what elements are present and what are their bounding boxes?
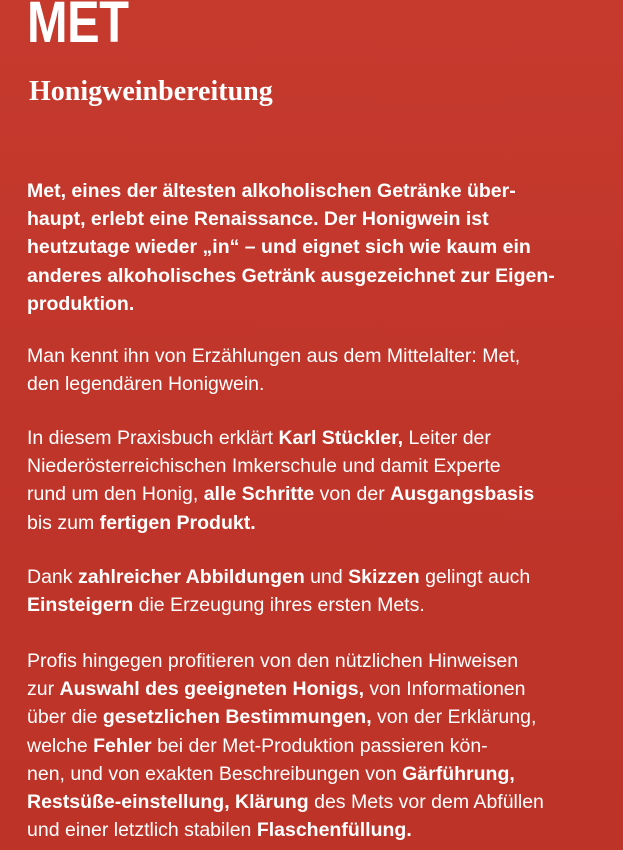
emphasis: zahlreicher Abbildungen bbox=[77, 566, 305, 588]
emphasis: Einsteigern bbox=[27, 594, 134, 617]
text-run: nen, und von exakten Beschreibungen von bbox=[27, 762, 403, 785]
text-run: welche bbox=[27, 734, 94, 757]
emphasis: fertigen Produkt. bbox=[99, 511, 256, 534]
paragraph-2-line-2: den legendären Honigwein. bbox=[27, 373, 265, 396]
paragraph-5-line-1: Profis hingegen profitieren von den nützlichen Hinweisen bbox=[27, 650, 519, 672]
emphasis: Gärführung, bbox=[402, 762, 515, 785]
emphasis: Ausgangsbasis bbox=[390, 483, 535, 506]
lead-line-2: haupt, erlebt eine Renaissance. Der Honigwein ist bbox=[27, 208, 489, 231]
text-run: Dank bbox=[27, 566, 78, 588]
paragraph-author bbox=[27, 424, 534, 537]
emphasis: Flaschenfüllung. bbox=[256, 819, 412, 842]
text-run: rund um den Honig, bbox=[27, 483, 204, 506]
paragraph-3-line-1 bbox=[27, 424, 534, 452]
text-run: gelingt auch bbox=[419, 566, 531, 588]
text-run: bei der Met-Produktion passieren kön- bbox=[151, 734, 488, 757]
paragraph-middle-ages bbox=[27, 342, 520, 398]
text-run: Leiter der bbox=[403, 427, 491, 449]
book-title: MET bbox=[27, 0, 129, 55]
text-run: bis zum bbox=[27, 511, 100, 534]
emphasis: Restsüße-einstellung, Klärung bbox=[27, 791, 309, 814]
paragraph-4-line-2 bbox=[27, 591, 530, 619]
emphasis: Auswahl des geeigneten Honigs, bbox=[59, 678, 364, 701]
paragraph-5-line-7 bbox=[27, 816, 544, 844]
paragraph-4-line-1 bbox=[27, 563, 530, 591]
text-run: und bbox=[304, 566, 349, 588]
emphasis: Fehler bbox=[93, 734, 152, 757]
emphasis: gesetzlichen Bestimmungen, bbox=[102, 706, 372, 729]
lead-line-3: heutzutage wieder „in“ – und eignet sich wie kaum ein bbox=[27, 236, 531, 259]
text-run: des Mets vor dem Abfüllen bbox=[308, 791, 544, 814]
book-subtitle: Honigweinbereitung bbox=[29, 76, 273, 107]
lead-paragraph bbox=[27, 177, 555, 318]
text-run: über die bbox=[27, 706, 103, 729]
paragraph-professionals bbox=[27, 647, 544, 844]
paragraph-3-line-2: Niederösterreichischen Imkerschule und damit Experte bbox=[27, 455, 501, 478]
paragraph-5-line-3 bbox=[27, 703, 544, 731]
lead-line-5: produktion. bbox=[27, 292, 135, 315]
paragraph-5-line-6 bbox=[27, 788, 544, 816]
emphasis: alle Schritte bbox=[203, 483, 315, 506]
lead-line-4: anderes alkoholisches Getränk ausgezeichnet zur Eigen- bbox=[27, 264, 555, 287]
paragraph-2-line-1: Man kennt ihn von Erzählungen aus dem Mittelalter: Met, bbox=[27, 345, 521, 367]
paragraph-3-line-3 bbox=[27, 480, 534, 508]
paragraph-3-line-4 bbox=[27, 509, 534, 537]
emphasis: Skizzen bbox=[348, 566, 420, 588]
text-run: von der Erklärung, bbox=[371, 706, 537, 729]
paragraph-5-line-2 bbox=[27, 675, 544, 703]
text-run: zur bbox=[27, 678, 60, 701]
text-run: und einer letztlich stabilen bbox=[27, 819, 257, 842]
paragraph-beginners bbox=[27, 563, 530, 619]
text-run: die Erzeugung ihres ersten Mets. bbox=[133, 594, 425, 617]
text-run: von der bbox=[314, 483, 391, 506]
text-run: von Informationen bbox=[363, 678, 526, 701]
paragraph-5-line-5 bbox=[27, 760, 544, 788]
author-name: Karl Stückler, bbox=[278, 427, 404, 449]
paragraph-5-line-4 bbox=[27, 732, 544, 760]
text-run: In diesem Praxisbuch erklärt bbox=[27, 427, 279, 449]
lead-line-1: Met, eines der ältesten alkoholischen Getränke über- bbox=[27, 180, 516, 202]
